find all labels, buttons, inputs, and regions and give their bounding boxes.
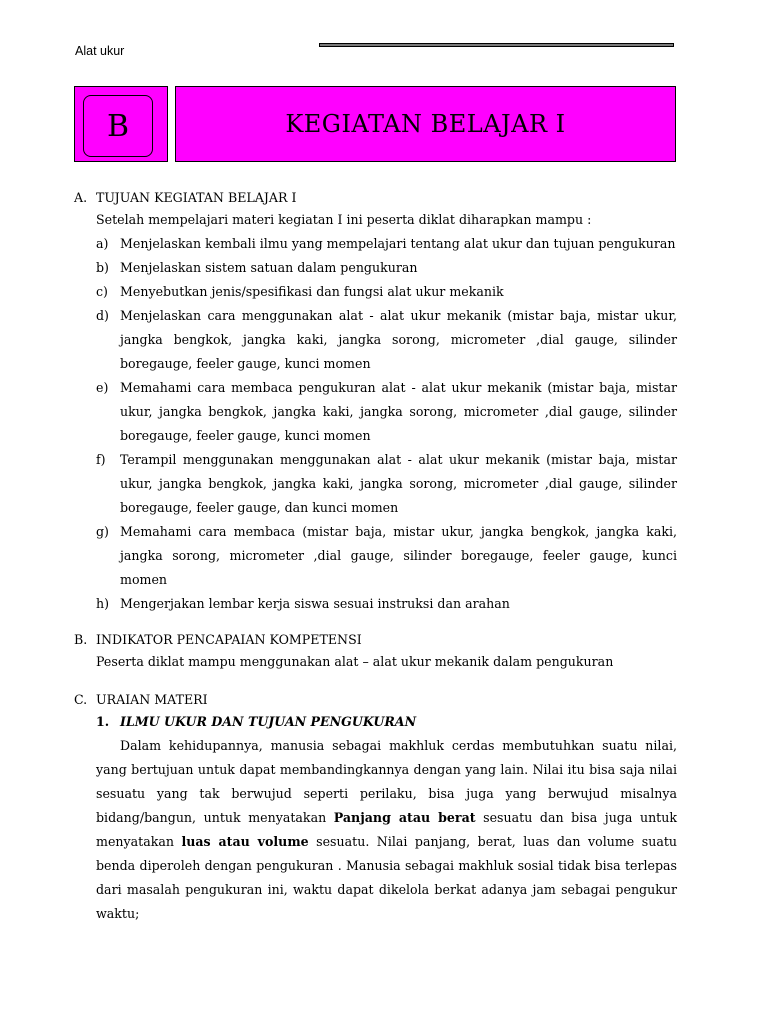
paragraph-text-1: Dalam kehidupannya, manusia sebagai makhluk cerdas membutuhkan suatu nilai, yang bertujuan untuk dapat membandingkannya dengan yang lain. Nilai itu bisa saja nilai sesuatu yang tak berwujud seperti perilaku, bisa juga yang berwujud misalnya bidang/bangun, untuk menyatakan xyxy=(96,738,677,825)
document-body xyxy=(74,188,677,926)
bold-phrase-panjang: Panjang atau berat xyxy=(333,810,476,825)
section-a-intro: Setelah mempelajari materi kegiatan I ini peserta diklat diharapkan mampu : xyxy=(96,212,592,227)
list-item xyxy=(74,592,677,616)
list-item-mark: e) xyxy=(96,380,109,395)
subsection-heading xyxy=(74,710,677,734)
list-item-text: Menyebutkan jenis/spesifikasi dan fungsi alat ukur mekanik xyxy=(120,284,504,299)
list-item xyxy=(74,304,677,376)
bold-phrase-luas: luas atau volume xyxy=(181,834,309,849)
section-a-mark: A. xyxy=(74,190,88,205)
section-b-text: Peserta diklat mampu menggunakan alat – alat ukur mekanik dalam pengukuran xyxy=(96,654,614,669)
section-c-heading xyxy=(74,690,677,710)
list-item-text: Menjelaskan sistem satuan dalam pengukuran xyxy=(120,260,418,275)
list-item xyxy=(74,280,677,304)
list-item xyxy=(74,232,677,256)
section-letter-box xyxy=(74,86,168,162)
paragraph-text-3: sesuatu. Nilai panjang, berat, luas dan volume suatu benda diperoleh dengan pengukuran . Manusia sebagai makhluk sosial tidak bisa terlepas dari masalah pengukuran ini, waktu dapat dikelola berkat adanya jam sebagai pengukur waktu; xyxy=(96,834,677,921)
section-b-mark: B. xyxy=(74,632,88,647)
section-b-heading xyxy=(74,630,677,650)
banner-title: KEGIATAN BELAJAR I xyxy=(175,86,676,162)
list-item-text: Terampil menggunakan menggunakan alat - alat ukur mekanik (mistar baja, mistar ukur, jangka bengkok, jangka kaki, jangka sorong, micrometer ,dial gauge, silinder boregauge, feeler gauge, dan kunci momen xyxy=(120,452,677,515)
subsection-mark: 1. xyxy=(96,714,110,729)
list-item-text: Memahami cara membaca (mistar baja, mistar ukur, jangka bengkok, jangka kaki, jangka sorong, micrometer ,dial gauge, silinder boregauge, feeler gauge, kunci momen xyxy=(120,524,677,587)
list-item xyxy=(74,256,677,280)
list-item-mark: h) xyxy=(96,596,110,611)
paragraph-text-2: sesuatu dan bisa juga untuk menyatakan xyxy=(96,810,677,849)
section-a-title: TUJUAN KEGIATAN BELAJAR I xyxy=(96,190,297,205)
list-item-mark: g) xyxy=(96,524,109,539)
subsection-title: ILMU UKUR DAN TUJUAN PENGUKURAN xyxy=(120,714,417,729)
section-a-heading xyxy=(74,188,677,208)
list-item-text: Mengerjakan lembar kerja siswa sesuai instruksi dan arahan xyxy=(120,596,510,611)
list-item xyxy=(74,376,677,448)
section-c-mark: C. xyxy=(74,692,88,707)
body-paragraph xyxy=(74,734,677,926)
list-item xyxy=(74,520,677,592)
list-item-text: Memahami cara membaca pengukuran alat - alat ukur mekanik (mistar baja, mistar ukur, jangka bengkok, jangka kaki, jangka sorong, micrometer ,dial gauge, silinder boregauge, feeler gauge, kunci momen xyxy=(120,380,677,443)
list-item-mark: d) xyxy=(96,308,109,323)
list-item-mark: c) xyxy=(96,284,108,299)
page-header-label: Alat ukur xyxy=(75,44,125,58)
section-c-title: URAIAN MATERI xyxy=(96,692,208,707)
list-item-mark: a) xyxy=(96,236,109,251)
list-item-mark: b) xyxy=(96,260,109,275)
section-b-title: INDIKATOR PENCAPAIAN KOMPETENSI xyxy=(96,632,362,647)
section-letter: B xyxy=(83,95,153,157)
list-item xyxy=(74,448,677,520)
list-item-text: Menjelaskan kembali ilmu yang mempelajari tentang alat ukur dan tujuan pengukuran xyxy=(120,236,676,251)
list-item-mark: f) xyxy=(96,452,106,467)
header-rule xyxy=(319,43,674,47)
list-item-text: Menjelaskan cara menggunakan alat - alat ukur mekanik (mistar baja, mistar ukur, jangka bengkok, jangka kaki, jangka sorong, micrometer ,dial gauge, silinder boregauge, feeler gauge, kunci momen xyxy=(120,308,677,371)
